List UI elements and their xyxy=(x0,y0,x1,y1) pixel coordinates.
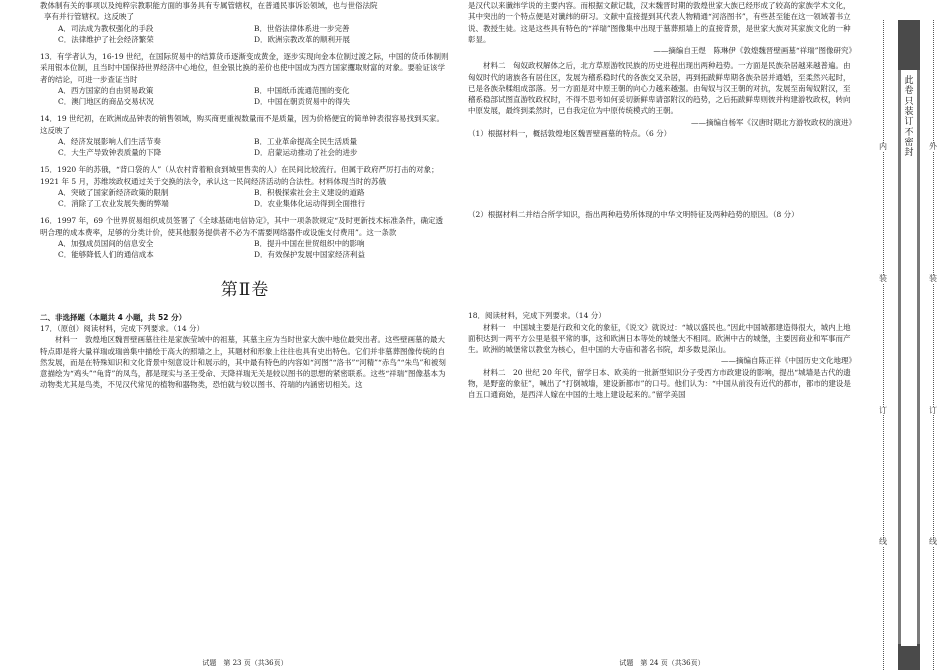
q18-material-1: 材料一 中国城主要是行政和文化的象征，《说文》就说过：“城以盛民也。”因此中国城都建造得很大，城内上地面积达到一两平方公里是很平常的事，这和欧洲日本等处的城堡大不相同。欧洲中古的城堡，主要因商业和军事而产生。欧洲的城堡常以教堂为核心，但中国的大寺庙和著名书院，却多数見深山。 xyxy=(468,322,851,354)
q15-stem: 15．1920 年的苏俄，“背口袋的人”（从农村背着粮食到城里售卖的人）在民间比较流行。但属于政府严厉打击的对象；1921 年 5 月，苏维埃政权通过关于交换的法令，承认这一民间经济活动的合法性。材料体现当时的苏俄 xyxy=(40,165,439,186)
material-source: ——摘编自王煜 陈琳伊《敦煌魏晋壁画墓“祥瑞”图像研究》 xyxy=(653,46,856,55)
binding-label: 装 xyxy=(879,273,887,283)
page-footer: 试题 第 23 页（共36页） xyxy=(202,658,288,667)
binding-label: 订 xyxy=(929,405,937,415)
option: D．欧洲宗教改革的顺利开展 xyxy=(254,34,351,44)
q14-options xyxy=(40,136,450,159)
q15-options xyxy=(40,187,450,210)
q13-stem: 13．有学者认为，16-19 世纪，在国际贸易中的结算货币逐渐变成黄金，逐步实现向金本位制过渡之际，中国的货币体制则采用银本位制，且当时中国保持世界经济中心地位，但金银比换的差价也使中国成为西方国家攫取财富的对象。要验证该学者的结论，可进一步查证当时 xyxy=(40,52,449,84)
q16-options xyxy=(40,238,450,261)
material-continuation: 是汉代以来谶纬学说的主要内容。而根据文献记载，汉末魏晋时期的敦煌世家大族已经形成了较高的家族学术文化，其中突出的一个特点便是对谶纬的研习。文献中直接提到其代表人物精通“河洛图书”，有些甚至能在这一领域著书立说、教授生徒。这是这些具有特色的“祥瑞”图像集中出现于墓葬照墙上的直接背景，是世家大族对其家族文化的一种彰显。 xyxy=(468,1,851,44)
option: A．经济发展影响人们生活节奏 xyxy=(58,136,161,146)
q17-head: 17．（原创）阅读材料，完成下列要求。（14 分） xyxy=(40,324,204,333)
option: A．司法成为教权强化的手段 xyxy=(58,23,154,33)
option: D．中国在朝贡贸易中的得失 xyxy=(254,97,351,106)
question-17-2: （2）根据材料二并结合所学知识，指出两种趋势所体现的中华文明特征及两种趋势的原因。（8 分） xyxy=(468,210,799,219)
option: D．农业集体化运动得到全面推行 xyxy=(254,199,366,208)
section-heading: 二、非选择题（本题共 4 小题，共 52 分） xyxy=(40,312,187,322)
option: C．大生产导致钟表质量的下降 xyxy=(58,148,162,157)
binding-label: 外 xyxy=(929,141,937,151)
material-source: ——摘编自杨军《汉唐时期北方游牧政权的演进》 xyxy=(691,117,856,127)
q13-options xyxy=(40,85,450,108)
option: C．法律维护了社会经济繁荣 xyxy=(58,34,154,44)
part-title: 第Ⅱ卷 xyxy=(220,280,270,301)
material-source: ——摘编自陈正祥《中国历史文化地理》 xyxy=(721,356,856,366)
question-17-1: （1）根据材料一，概括敦煌地区魏晋壁画墓的特点。（6 分） xyxy=(468,128,672,138)
binding-notice: 此卷只装订不密封 xyxy=(904,76,914,159)
right-page xyxy=(468,0,856,672)
intro-line-2: 享有并行管辖权。这反映了 xyxy=(44,12,134,22)
q14-stem: 14．19 世纪初，在欧洲成品钟表的销售领域，购买商更重视数量而不是质量，因为价格便宜的简单钟表很容易找到买家。这反映了 xyxy=(40,114,444,135)
binding-label: 装 xyxy=(929,273,937,283)
intro-line-1: 教体制有关的事项以及纯粹宗教职能方面的事务具有专属管辖权，在普通民事诉讼领域，也与世俗法院 xyxy=(40,1,378,10)
binding-label: 内 xyxy=(879,141,887,151)
left-page xyxy=(40,0,450,672)
material-2: 材料二 匈奴政权解体之后，北方草原游牧民族的历史进程出现出两种趋势。一方面是民族杂居越来越普遍。由匈奴时代的诸族各有居住区，发展为稽系稳时代的各族交叉杂居，再到拓跋鲜卑期各族杂居并通婚，至柔然兴起时，已是各族杂糅组成部落。另一方面是对中原王朝的向心力越来越强。由匈奴与汉王朝的对抗，发展至南匈奴附汉，至稽系稳部试图直游牧政权时，不得不思考如何妥切新鲜卑请部附汉的趋势，之后拓跋鲜卑则彼并构建游牧政权，转向中原发展，最终到柔然时，已自我定位为中原传统模式的王朝。 xyxy=(468,61,851,116)
option: C．能够降低人们的通信成本 xyxy=(58,250,154,259)
binding-label: 订 xyxy=(879,405,887,415)
option: A．加强成员国间的信息安全 xyxy=(58,238,154,248)
binding-line-outer xyxy=(924,20,942,670)
binding-line-inner xyxy=(874,20,892,670)
q18-material-2: 材料二 20 世纪 20 年代，留学日本、欧美的一批新型知识分子受西方市政建设的影响，提出“城墙是古代的遗物，是野蛮的象征”，喊出了“打倒城墙，建设新都市”的口号。他们认为：“中国从前没有近代的都市，都市的建设是自五口通商始，是西洋人嫁在中国的土地上建设起来的。”留学美国 xyxy=(468,367,851,399)
option: D．启蒙运动推动了社会的进步 xyxy=(254,148,358,157)
answer-area xyxy=(468,139,856,209)
option: B．工业革命提高全民生活质量 xyxy=(254,136,358,146)
page-footer: 试题 第 24 页（共36页） xyxy=(619,658,705,667)
option: B．中国纸币流通范围的变化 xyxy=(254,85,350,95)
option: C．消除了工农业发展失衡的弊端 xyxy=(58,199,169,208)
q18-head: 18．阅读材料，完成下列要求。（14 分） xyxy=(468,311,606,321)
binding-label: 线 xyxy=(879,537,887,547)
answer-area xyxy=(468,220,856,310)
q16-stem: 16．1997 年，69 个世界贸易组织成员签署了《全球基础电信协定》，其中一项条款规定“及时更新技术标准条件，确定透明合理的成本费率，足够的分类计价，使其他服务提供者不必为不需要网络器件或设施支付费用”。这一条款 xyxy=(40,216,444,237)
binding-label: 线 xyxy=(929,537,937,547)
option: B．世俗法律体系进一步完善 xyxy=(254,23,350,33)
option: B．积极探索社会主义建设的道路 xyxy=(254,187,365,197)
q17-material-1: 材料一 敦煌地区魏晋壁画墓往往是家族莹域中的祖墓，其墓主应为当时世家大族中地位最突出者。这些壁画墓的最大特点即是将大量祥瑞或瑞兽集中描绘于高大的照墙之上，其题材和形象上往往也具有史出特色。它们并非墓葬图像传统的自然发展，而是在特殊知识和文化背景中刻意设计和展示的，其中最有特色的内容如“河图”“洛书”“河精”“赤鸟”“朱鸟”和被刻意描绘为“鸡头”“龟背”的凤鸟，都是现实与圣王受命、天降祥瑞无关是较以图书的思想的紧密联系。这些“祥瑞”图像基本为动物类尤其是鸟类，不见汉代常见的植物和器物类，恐怕就与较以图书、符瑞的内涵密切相关。这 xyxy=(40,335,446,390)
option: C．澳门地区的商品交易状况 xyxy=(58,97,154,106)
option: A．西方国家的自由贸易政策 xyxy=(58,85,154,95)
option: B．提升中国在世贸组织中的影响 xyxy=(254,238,365,248)
option: D．有效保护发展中国家经济利益 xyxy=(254,250,366,259)
q12-options xyxy=(40,23,450,46)
option: A．突破了国家新经济政策的限制 xyxy=(58,187,169,197)
